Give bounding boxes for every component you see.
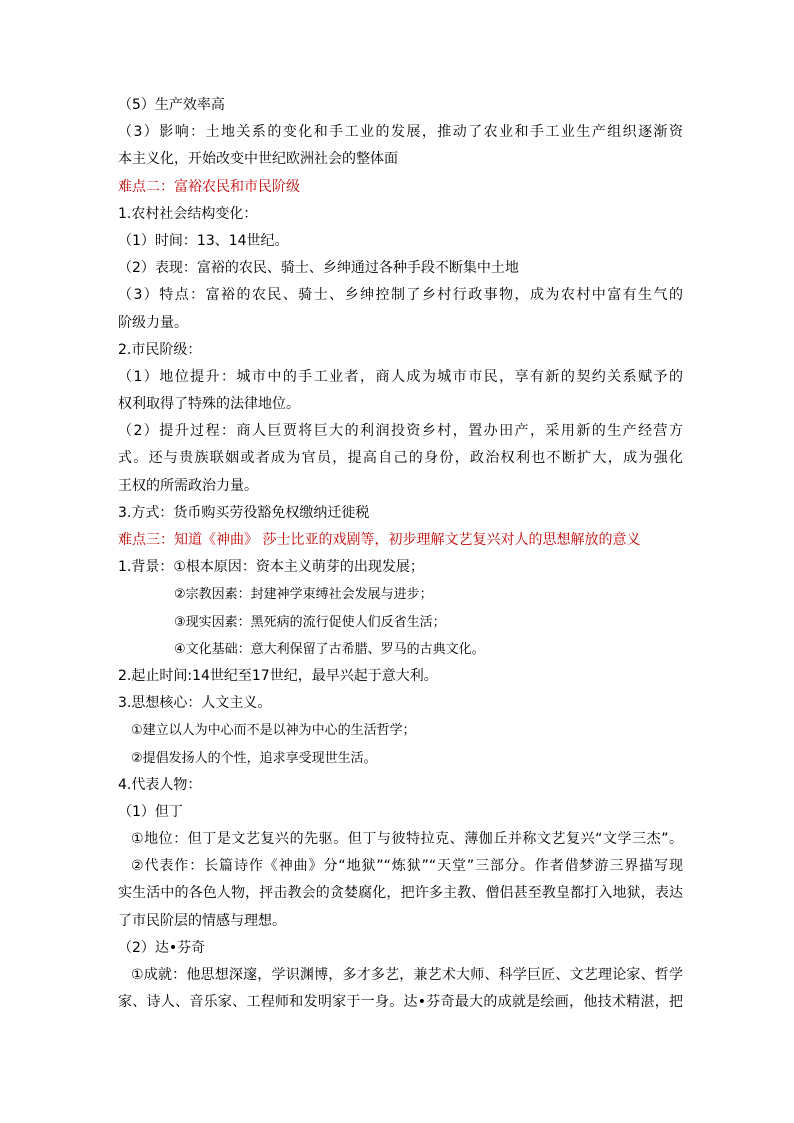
text-line: ②宗教因素：封建神学束缚社会发展与进步； — [174, 587, 433, 603]
text-line: 3.方式：货币购买劳役豁免权缴纳迁徙税 — [118, 504, 370, 521]
text-line: 权利取得了特殊的法律地位。 — [118, 396, 300, 413]
text-line: ②代表作：长篇诗作《神曲》分“地狱”“炼狱”“天堂”三部分。作者借梦游三界描写现 — [131, 858, 683, 875]
text-line: 家、诗人、音乐家、工程师和发明家于一身。达•芬奇最大的成就是绘画，他技术精湛，把 — [118, 994, 683, 1011]
text-line: ②提倡发扬人的个性，追求享受现世生活。 — [131, 750, 377, 766]
text-line: 实生活中的各色人物，抨击教会的贪婪腐化，把许多主教、僧侣甚至教皇都打入地狱，表达 — [118, 885, 683, 902]
text-line: （1）但丁 — [118, 803, 183, 820]
text-line: 1.农村社会结构变化： — [118, 205, 258, 222]
text-line: （2）表现：富裕的农民、骑士、乡绅通过各种手段不断集中土地 — [118, 260, 519, 277]
text-line: 3.思想核心：人文主义。 — [118, 695, 272, 712]
text-line: （2）达•芬奇 — [118, 939, 206, 956]
text-line: 了市民阶层的情感与理想。 — [118, 912, 286, 929]
text-line: 阶级力量。 — [118, 314, 188, 331]
document-body — [118, 92, 683, 1016]
text-line: ①建立以人为中心而不是以神为中心的生活哲学； — [131, 723, 416, 739]
text-line: ③现实因素：黑死病的流行促使人们反省生活； — [174, 614, 446, 630]
text-line: （1）时间：13、14世纪。 — [118, 232, 289, 249]
text-line: （3）特点：富裕的农民、骑士、乡绅控制了乡村行政事物，成为农村中富有生气的 — [118, 287, 683, 304]
text-line: （2）提升过程：商人巨贾将巨大的利润投资乡村，置办田产，采用新的生产经营方 — [118, 423, 683, 440]
text-line: 式。还与贵族联姻或者成为官员，提高自己的身份，政治权利也不断扩大，成为强化 — [118, 450, 683, 467]
text-line: （5）生产效率高 — [118, 97, 225, 113]
text-line: 1.背景：①根本原因：资本主义萌芽的出现发展； — [118, 559, 424, 576]
section-heading: 难点二：富裕农民和市民阶级 — [118, 178, 300, 195]
text-line: ①成就：他思想深邃，学识渊博，多才多艺，兼艺术大师、科学巨匠、文艺理论家、哲学 — [131, 967, 683, 983]
text-line: （1）地位提升：城市中的手工业者，商人成为城市市民，享有新的契约关系赋予的 — [118, 368, 683, 385]
text-line: 4.代表人物： — [118, 776, 202, 793]
text-line: ④文化基础：意大利保留了古希腊、罗马的古典文化。 — [174, 641, 485, 657]
text-line: 本主义化，开始改变中世纪欧洲社会的整体面 — [118, 151, 398, 168]
text-line: 2.市民阶级： — [118, 341, 202, 358]
text-line: 2.起止时间:14世纪至17世纪，最早兴起于意大利。 — [118, 667, 438, 684]
text-line: ①地位：但丁是文艺复兴的先驱。但丁与彼特拉克、薄伽丘并称文艺复兴“文学三杰”。 — [131, 831, 683, 848]
text-line: （3）影响：土地关系的变化和手工业的发展，推动了农业和手工业生产组织逐渐资 — [118, 124, 683, 141]
section-heading: 难点三：知道《神曲》 莎士比亚的戏剧等，初步理解文艺复兴对人的思想解放的意义 — [118, 532, 641, 548]
text-line: 王权的所需政治力量。 — [118, 477, 258, 494]
